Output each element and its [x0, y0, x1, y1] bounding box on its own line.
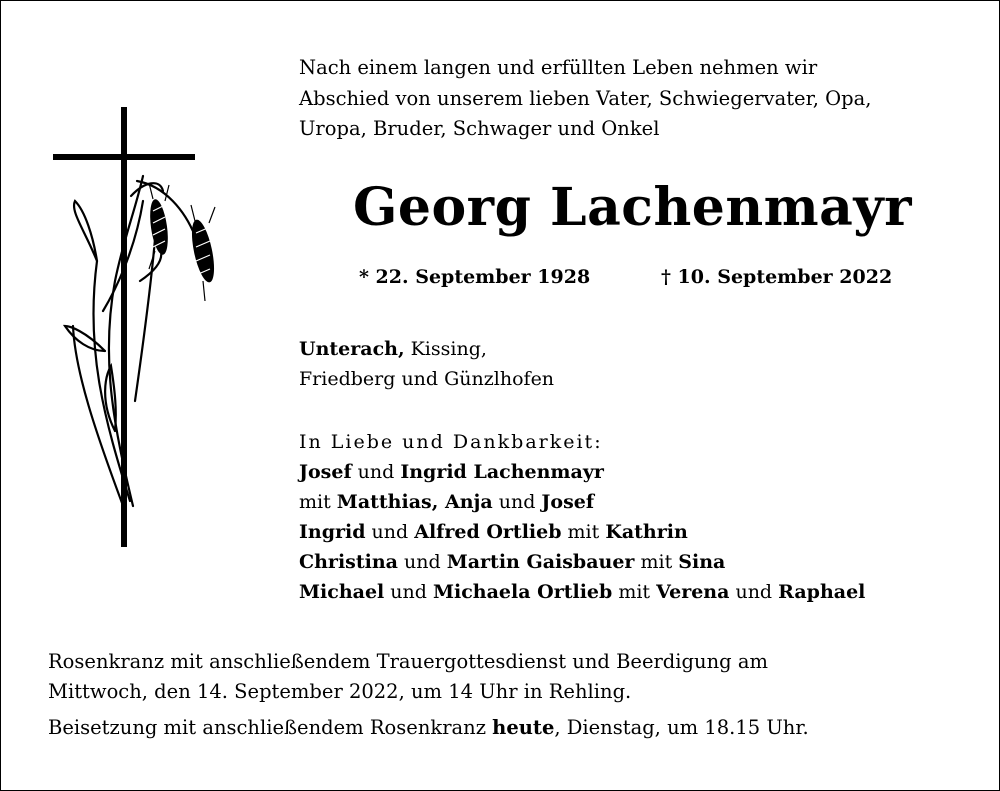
- mourner-name: Josef: [299, 461, 352, 483]
- mourner-name: Michael: [299, 581, 385, 603]
- places: [299, 334, 554, 394]
- mourner-name: Ingrid: [299, 521, 366, 543]
- connector: und: [729, 581, 779, 603]
- mourner-name: Christina: [299, 551, 398, 573]
- burial-info: [48, 713, 809, 743]
- mourners-list: [299, 427, 865, 607]
- mourner-name: Verena: [656, 581, 730, 603]
- places-line: [299, 334, 554, 364]
- mourner-name: Martin Gaisbauer: [446, 551, 635, 573]
- mourner-name: Raphael: [778, 581, 866, 603]
- birth-date: * 22. September 1928: [359, 266, 591, 288]
- mourner-name: Ingrid Lachenmayr: [400, 461, 604, 483]
- connector: mit: [561, 521, 606, 543]
- mourner-name: Kathrin: [605, 521, 688, 543]
- connector: mit: [634, 551, 679, 573]
- mourners-heading: In Liebe und Dankbarkeit:: [299, 431, 603, 453]
- service-line: Mittwoch, den 14. September 2022, um 14 Uhr in Rehling.: [48, 680, 632, 703]
- place-bold: Unterach,: [299, 338, 405, 360]
- connector: und: [351, 461, 401, 483]
- service-line: Rosenkranz mit anschließendem Trauergottesdienst und Beerdigung am: [48, 650, 768, 673]
- cross-with-wheat-icon: [45, 101, 235, 551]
- place-rest: Kissing,: [404, 338, 487, 360]
- connector: und: [397, 551, 447, 573]
- mourner-name: Sina: [678, 551, 726, 573]
- places-line: Friedberg und Günzlhofen: [299, 368, 555, 390]
- mourner-name: Josef: [541, 491, 595, 513]
- service-info: [48, 647, 768, 707]
- intro-line: Nach einem langen und erfüllten Leben nehmen wir: [299, 56, 818, 79]
- intro-text: [299, 53, 871, 145]
- connector: mit: [299, 491, 337, 513]
- connector: und: [384, 581, 433, 603]
- burial-emphasis: heute: [492, 716, 555, 739]
- mourner-name: Michaela Ortlieb: [432, 581, 613, 603]
- mourner-line: [299, 517, 865, 547]
- deceased-name: Georg Lachenmayr: [353, 177, 912, 238]
- mourner-line: [299, 487, 865, 517]
- connector: und: [492, 491, 542, 513]
- mourner-name: Alfred Ortlieb: [414, 521, 562, 543]
- mourner-line: [299, 547, 865, 577]
- mourner-name: Matthias, Anja: [336, 491, 493, 513]
- intro-line: Uropa, Bruder, Schwager und Onkel: [299, 117, 660, 140]
- burial-text: , Dienstag, um 18.15 Uhr.: [554, 716, 809, 739]
- death-date: † 10. September 2022: [661, 266, 893, 288]
- connector: mit: [612, 581, 657, 603]
- connector: und: [365, 521, 415, 543]
- mourner-line: [299, 457, 865, 487]
- intro-line: Abschied von unserem lieben Vater, Schwiegervater, Opa,: [299, 86, 872, 110]
- mourner-line: [299, 577, 865, 607]
- burial-text: Beisetzung mit anschließendem Rosenkranz: [48, 716, 493, 739]
